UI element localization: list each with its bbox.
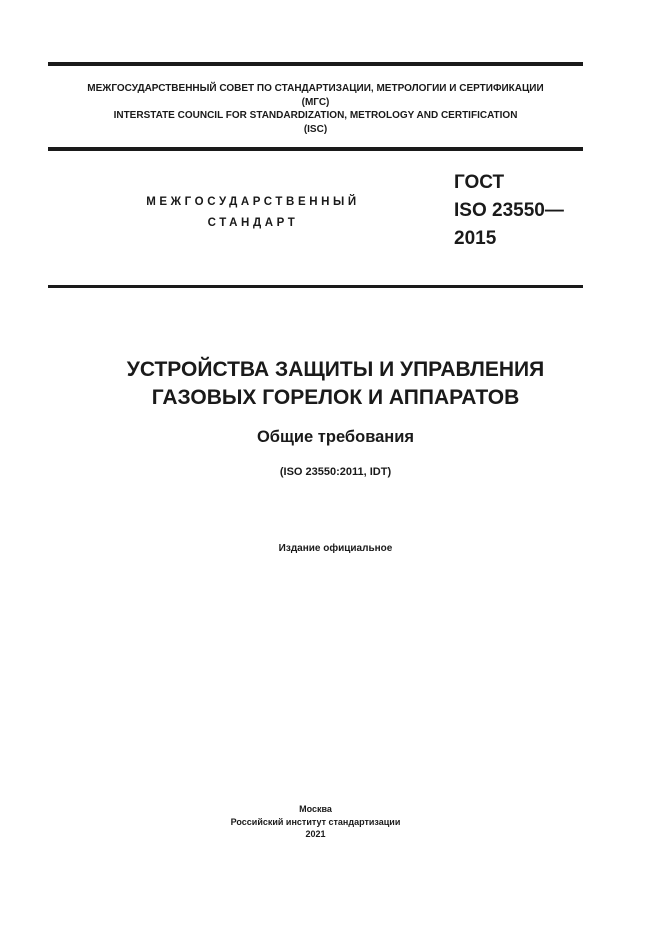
- imprint-publisher: Российский институт стандартизации: [230, 816, 401, 827]
- top-rule: [48, 62, 583, 66]
- standard-type-line-1: МЕЖГОСУДАРСТВЕННЫЙ: [146, 196, 360, 208]
- council-header: [48, 82, 583, 136]
- document-subtitle: Общие требования: [256, 428, 415, 446]
- standard-type: [118, 192, 388, 234]
- council-name-ru: МЕЖГОСУДАРСТВЕННЫЙ СОВЕТ ПО СТАНДАРТИЗАЦИИ, МЕТРОЛОГИИ И СЕРТИФИКАЦИИ: [87, 83, 544, 94]
- council-abbr-ru: (МГС): [301, 96, 330, 108]
- designation-line-3: 2015: [454, 228, 497, 249]
- imprint-year: 2021: [305, 829, 326, 839]
- title-line-1: УСТРОЙСТВА ЗАЩИТЫ И УПРАВЛЕНИЯ: [126, 358, 545, 381]
- header-separator-rule: [48, 147, 583, 151]
- imprint: [48, 803, 583, 841]
- designation-line-1: ГОСТ: [454, 172, 505, 193]
- council-name-en: INTERSTATE COUNCIL FOR STANDARDIZATION, METROLOGY AND CERTIFICATION: [113, 110, 518, 121]
- standard-type-line-2: СТАНДАРТ: [207, 217, 299, 229]
- designation-line-2: ISO 23550—: [454, 200, 564, 221]
- iso-reference: (ISO 23550:2011, IDT): [279, 466, 392, 478]
- imprint-city: Москва: [299, 804, 332, 814]
- title-line-2: ГАЗОВЫХ ГОРЕЛОК И АППАРАТОВ: [151, 386, 520, 409]
- designation-separator-rule: [48, 285, 583, 288]
- standard-designation: [454, 169, 564, 253]
- council-abbr-en: (ISC): [303, 123, 328, 135]
- edition-note: Издание официальное: [278, 543, 393, 554]
- document-title: [48, 356, 623, 412]
